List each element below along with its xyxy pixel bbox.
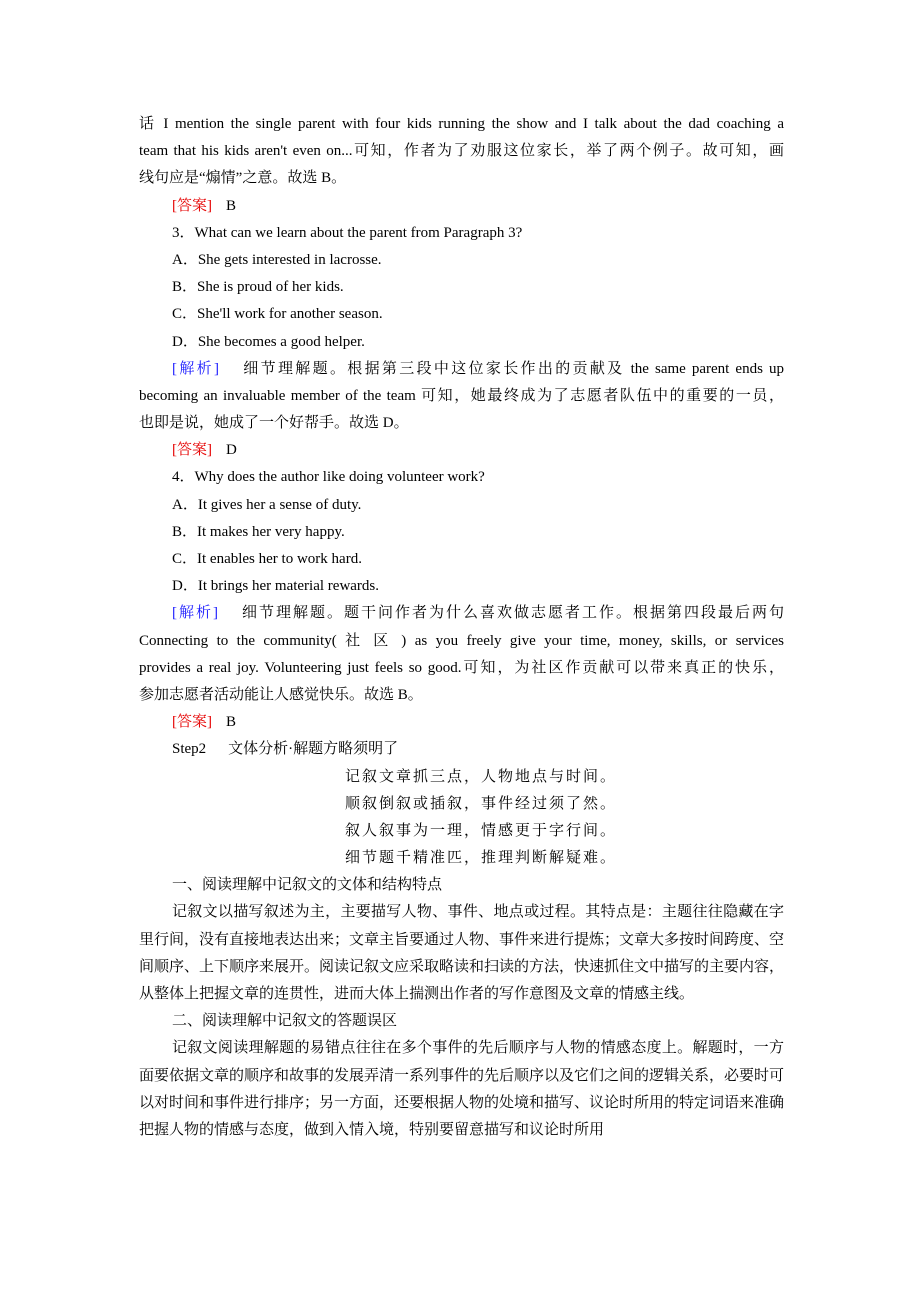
q2-answer [139, 193, 784, 220]
q3-option-d: D．She becomes a good helper. [172, 333, 365, 350]
section1-heading: 一、阅读理解中记叙文的文体和结构特点 [172, 877, 443, 894]
q2-explanation-line-2: team that his kids aren't even on...可知，作者为了劝服这位家长，举了两个例子。故可知，画 [139, 143, 784, 160]
q4-option-c: C．It enables her to work hard. [172, 551, 362, 567]
step2-title: 文体分析·解题方略须明了 [228, 741, 399, 758]
step2-label: Step2 [172, 741, 207, 758]
poem-line-3: 叙人叙事为一理，情感更于字行间。 [345, 822, 618, 839]
q4-analysis-line-2: Connecting to the community( 社 区 ) as you freely give your time, money, skills, or services [139, 632, 784, 649]
poem-line-4: 细节题千精准匹，推理判断解疑难。 [345, 850, 618, 867]
q3-option-c: C．She'll work for another season. [172, 306, 383, 323]
analysis-label: [解析] [172, 360, 219, 377]
q3-option-b: B．She is proud of her kids. [172, 279, 344, 296]
poem-line-1: 记叙文章抓三点，人物地点与时间。 [345, 768, 618, 785]
answer-value: B [226, 197, 237, 214]
q3-question: 3．What can we learn about the parent from Paragraph 3? [172, 224, 523, 241]
q4-answer [139, 709, 784, 736]
q2-explanation-line-1: 话 I mention the single parent with four kids running the show and I talk about the dad coaching a [139, 116, 784, 132]
section1-body: 记叙文以描写叙述为主，主要描写人物、事件、地点或过程。其特点是：主题往往隐藏在字里行间，没有直接地表达出来；文章主旨要通过人物、事件来进行提炼；文章大多按时间跨度、空间顺序、上下顺序来展开。阅读记叙文应采取略读和扫读的方法，快速抓住文中描写的主要内容，从整体上把握文章的连贯性，进而大体上揣测出作者的写作意图及文章的情感主线。 [139, 904, 785, 1003]
answer-label: [答案] [172, 197, 212, 214]
q4-analysis-line-4: 参加志愿者活动能让人感觉快乐。故选 B。 [139, 686, 423, 703]
q3-answer [139, 437, 784, 464]
q3-analysis-line-2: becoming an invaluable member of the team 可知，她最终成为了志愿者队伍中的重要的一员， [139, 387, 784, 404]
poem-line-2: 顺叙倒叙或插叙，事件经过须了然。 [345, 795, 618, 812]
q3-analysis-line-1: [解析] 细节理解题。根据第三段中这位家长作出的贡献及 the same parent ends up [172, 360, 785, 377]
step2-heading [139, 736, 784, 763]
section2-heading: 二、阅读理解中记叙文的答题误区 [172, 1013, 398, 1030]
answer-value: B [226, 714, 237, 731]
answer-label: [答案] [172, 714, 212, 731]
q4-question: 4．Why does the author like doing volunteer work? [172, 469, 485, 486]
q3-analysis-line-3: 也即是说，她成了一个好帮手。故选 D。 [139, 415, 409, 432]
q3-option-a: A．She gets interested in lacrosse. [172, 251, 382, 268]
document-page [139, 111, 784, 1144]
q4-option-a: A．It gives her a sense of duty. [172, 496, 362, 513]
q4-option-d: D．It brings her material rewards. [172, 578, 380, 595]
q4-option-b: B．It makes her very happy. [172, 523, 345, 540]
answer-value: D [226, 442, 237, 459]
q4-analysis-line-1: [解析] 细节理解题。题干问作者为什么喜欢做志愿者工作。根据第四段最后两句 [172, 605, 784, 622]
q2-explanation-line-3: 线句应是“煽情”之意。故选 B。 [139, 170, 347, 187]
section2-body: 记叙文阅读理解题的易错点往往在多个事件的先后顺序与人物的情感态度上。解题时，一方面要依据文章的顺序和故事的发展弄清一系列事件的先后顺序以及它们之间的逻辑关系，必要时可以对时间和事件进行排序；另一方面，还要根据人物的处境和描写、议论时所用的特定词语来准确把握人物的情感与态度，做到入情入境，特别要留意描写和议论时所用 [139, 1040, 785, 1139]
analysis-label: [解析] [172, 605, 218, 622]
q4-analysis-line-3: provides a real joy. Volunteering just feels so good.可知，为社区作贡献可以带来真正的快乐， [139, 659, 784, 676]
answer-label: [答案] [172, 442, 212, 459]
